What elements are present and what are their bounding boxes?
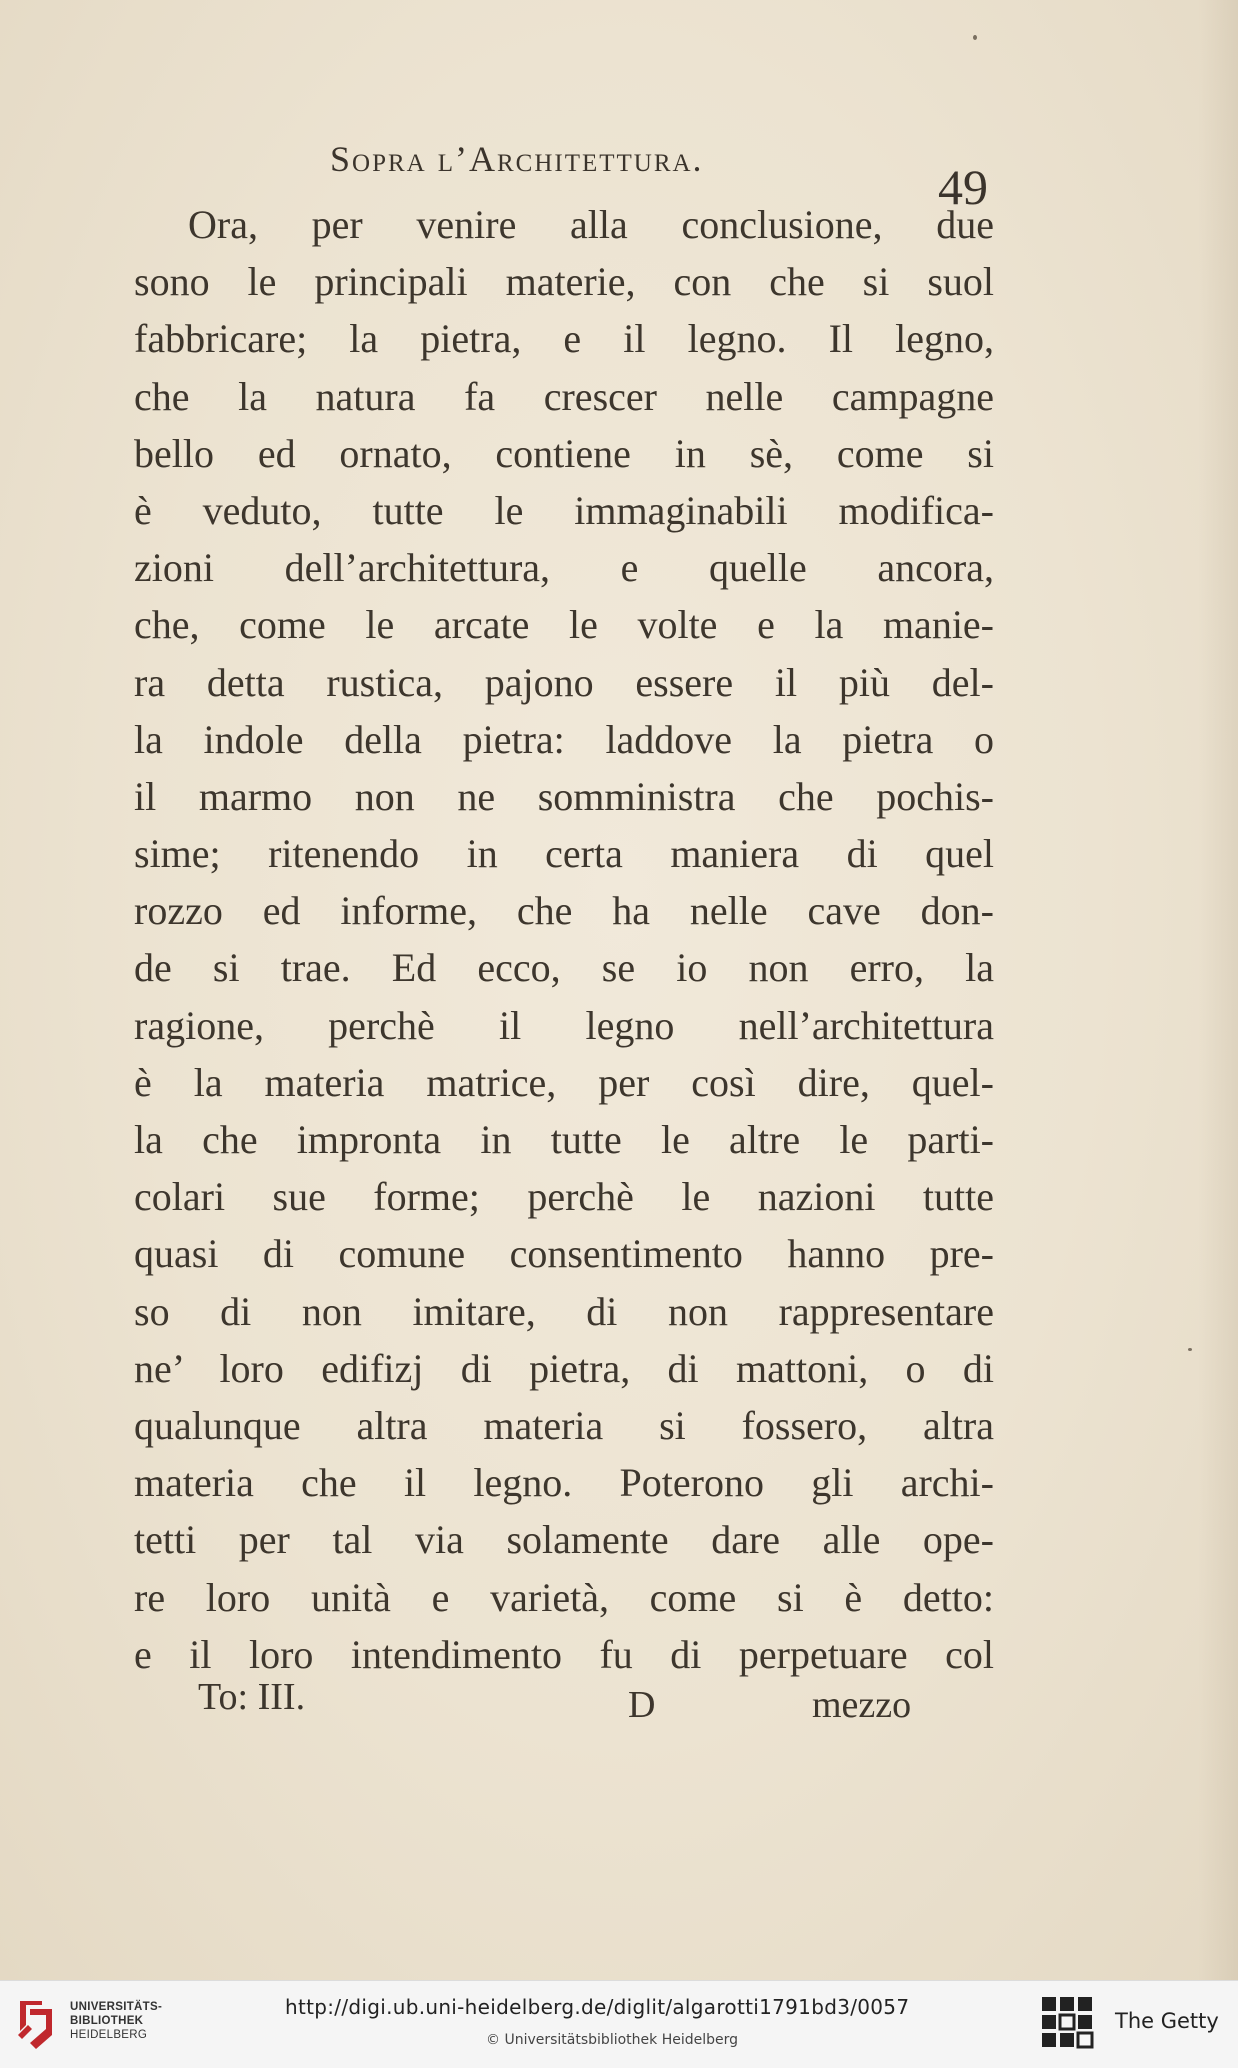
text-line: è la materia matrice, per così dire, quel- [134, 1059, 994, 1105]
page-text [134, 196, 994, 1683]
text-line: e il loro intendimento fu di perpetuare col [134, 1631, 994, 1677]
gathering-mark: D [628, 1684, 656, 1726]
page-footer-marks [0, 1675, 1238, 1735]
paper-speck [973, 35, 977, 40]
text-line: bello ed ornato, contiene in sè, come si [134, 430, 994, 476]
text-line: Ora, per venire alla conclusione, due [188, 202, 994, 247]
running-head: Sopra l’Architettura. [330, 139, 704, 179]
text-line: qualunque altra materia si fossero, altra [134, 1402, 994, 1448]
text-line: colari sue forme; perchè le nazioni tutte [134, 1174, 994, 1220]
page-number: 49 [938, 159, 988, 215]
text-line: so di non imitare, di non rappresentare [134, 1288, 994, 1334]
text-line: il marmo non ne somministra che pochis- [134, 773, 994, 819]
paper-speck [1188, 1348, 1192, 1351]
permalink-url[interactable]: http://digi.ub.uni-heidelberg.de/diglit/algarotti1791bd3/0057 [285, 1995, 910, 2019]
catchword: mezzo [812, 1684, 912, 1726]
text-line: sime; ritenendo in certa maniera di quel [134, 831, 994, 877]
text-line: quasi di comune consentimento hanno pre- [134, 1231, 994, 1277]
text-line: è veduto, tutte le immaginabili modifica- [134, 487, 994, 533]
institution-name-line: BIBLIOTHEK [70, 2015, 144, 2027]
text-line: la che impronta in tutte le altre le parti- [134, 1117, 994, 1162]
text-line: ra detta rustica, pajono essere il più del- [134, 659, 994, 705]
partner-name: The Getty [1115, 2009, 1219, 2033]
text-line: rozzo ed informe, che ha nelle cave don- [134, 888, 994, 934]
text-line: tetti per tal via solamente dare alle ope- [134, 1517, 994, 1563]
text-line: sono le principali materie, con che si suol [134, 259, 994, 305]
text-line: ne’ loro edifizj di pietra, di mattoni, o di [134, 1345, 994, 1391]
text-line: ragione, perchè il legno nell’architettura [134, 1002, 994, 1048]
institution-name-line: UNIVERSITÄTS- [70, 2001, 163, 2013]
signature-mark: To: III. [198, 1676, 306, 1718]
institution-name-line: HEIDELBERG [70, 2029, 148, 2041]
copyright-notice: © Universitätsbibliothek Heidelberg [486, 2032, 739, 2048]
text-line: che la natura fa crescer nelle campagne [134, 373, 994, 419]
text-line: zioni dell’architettura, e quelle ancora, [134, 545, 994, 591]
text-line: la indole della pietra: laddove la pietra o [134, 716, 994, 762]
text-line: materia che il legno. Poterono gli archi- [134, 1460, 994, 1506]
text-line: fabbricare; la pietra, e il legno. Il legno, [134, 316, 994, 362]
text-line: che, come le arcate le volte e la manie- [134, 602, 994, 648]
viewer-footer [0, 1980, 1238, 2068]
text-line: re loro unità e varietà, come si è detto: [134, 1574, 994, 1620]
text-line: de si trae. Ed ecco, se io non erro, la [134, 945, 994, 991]
heidelberg-university-library-logo-icon [12, 1995, 62, 2053]
institution-name [70, 2000, 162, 2042]
getty-logo-icon [1040, 1995, 1096, 2055]
